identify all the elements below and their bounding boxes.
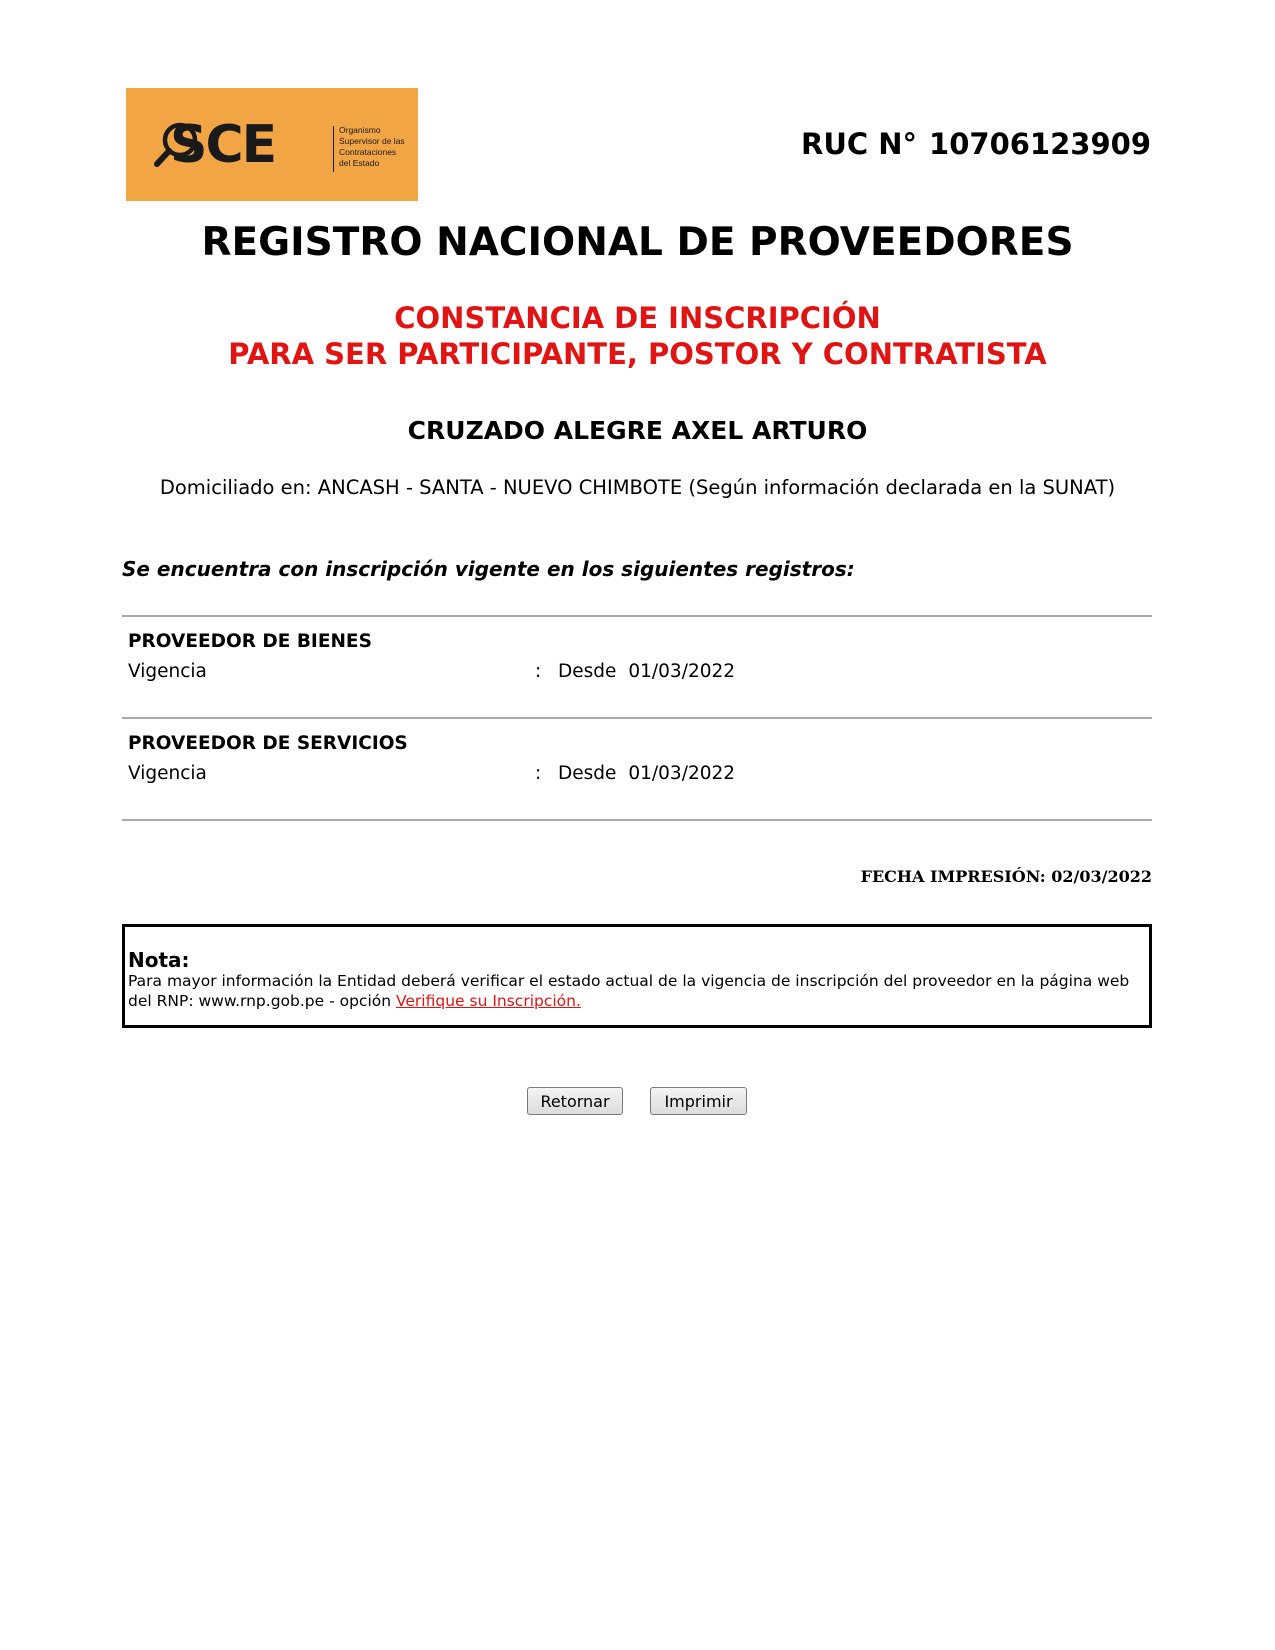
retornar-button[interactable]: Retornar xyxy=(527,1087,623,1115)
note-body: Para mayor información la Entidad deberá verificar el estado actual de la vigencia de inscripción del proveedor en la página web del RNP: www.rnp.gob.pe - opción xyxy=(128,972,1130,1010)
note-title: Nota: xyxy=(128,948,190,972)
registry-separator: : xyxy=(535,661,542,682)
ruc-value: 10706123909 xyxy=(929,127,1151,161)
registry-date: 01/03/2022 xyxy=(628,661,736,682)
print-date: FECHA IMPRESIÓN: 02/03/2022 xyxy=(860,867,1152,886)
imprimir-button[interactable]: Imprimir xyxy=(650,1087,747,1115)
registry-prefix: Desde xyxy=(558,763,617,784)
divider xyxy=(122,819,1152,821)
page-title: REGISTRO NACIONAL DE PROVEEDORES xyxy=(201,220,1074,265)
registries-intro: Se encuentra con inscripción vigente en los siguientes registros: xyxy=(122,557,855,581)
verify-inscription-link[interactable]: Verifique su Inscripción. xyxy=(396,991,581,1010)
registry-value xyxy=(558,661,735,682)
divider xyxy=(122,615,1152,617)
logo-wordmark: SCE xyxy=(170,115,276,175)
osce-logo xyxy=(126,88,418,201)
registry-title: PROVEEDOR DE BIENES xyxy=(128,631,372,652)
note-box xyxy=(122,924,1152,1028)
logo-tagline: Organismo Supervisor de las Contrataciones del Estado xyxy=(339,125,405,168)
ruc-number xyxy=(801,127,1151,161)
divider xyxy=(122,717,1152,719)
ruc-label: RUC N° xyxy=(801,127,918,161)
provider-address: Domiciliado en: ANCASH - SANTA - NUEVO CHIMBOTE (Según información declarada en la SUNAT) xyxy=(159,476,1116,499)
registry-date: 01/03/2022 xyxy=(628,763,736,784)
registry-prefix: Desde xyxy=(558,661,617,682)
note-text xyxy=(128,972,1138,1011)
provider-name: CRUZADO ALEGRE AXEL ARTURO xyxy=(407,416,868,445)
registry-separator: : xyxy=(535,763,542,784)
certificate-subtitle xyxy=(0,300,1275,372)
subtitle-line-2: PARA SER PARTICIPANTE, POSTOR Y CONTRATISTA xyxy=(228,337,1047,371)
subtitle-line-1: CONSTANCIA DE INSCRIPCIÓN xyxy=(394,301,881,335)
registry-label: Vigencia xyxy=(128,763,207,784)
registry-title: PROVEEDOR DE SERVICIOS xyxy=(128,733,408,754)
logo-separator xyxy=(333,126,334,172)
registry-label: Vigencia xyxy=(128,661,207,682)
registry-value xyxy=(558,763,735,784)
